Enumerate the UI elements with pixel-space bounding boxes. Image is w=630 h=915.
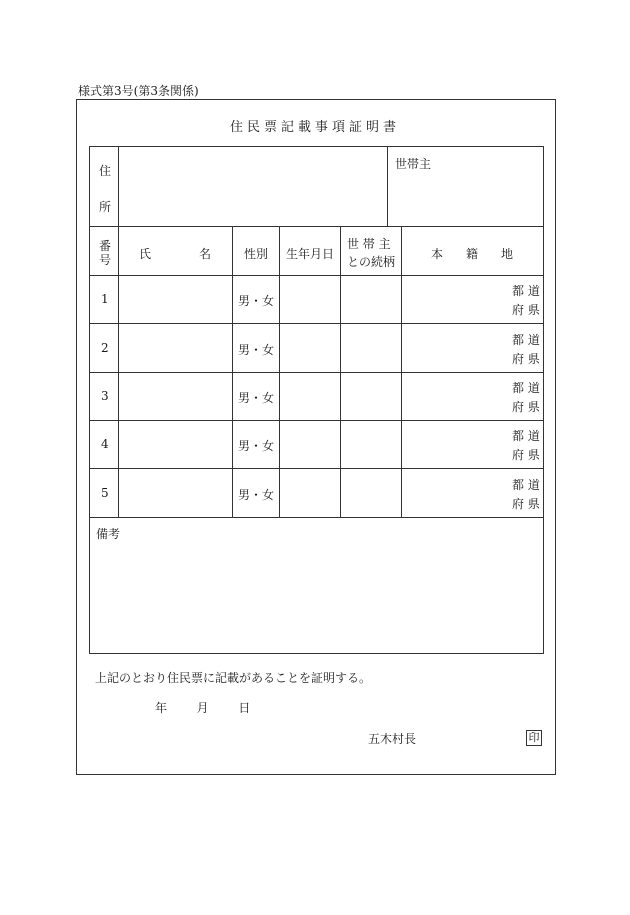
form-number: 様式第3号(第3条関係)	[78, 84, 199, 98]
divider-col-sex	[279, 226, 280, 517]
divider-col-name	[232, 226, 233, 517]
household-head-label: 世帯主	[395, 157, 432, 171]
address-label-bottom: 所	[99, 200, 112, 214]
certification-statement: 上記のとおり住民票に記載があることを証明する。	[95, 671, 372, 685]
divider-row-1	[90, 323, 543, 324]
remarks-label: 備考	[96, 527, 121, 541]
header-birthdate: 生年月日	[286, 247, 335, 261]
divider-address-bottom	[90, 226, 543, 227]
header-domicile-2: 籍	[466, 247, 479, 261]
divider-row-2	[90, 372, 543, 373]
date-month-label: 月	[196, 701, 209, 715]
address-label-top: 住	[99, 164, 112, 178]
row-3-sex: 男・女	[238, 391, 275, 405]
row-4-number: 4	[101, 437, 109, 451]
divider-col-birthdate	[340, 226, 341, 517]
seal-mark: 印	[526, 730, 542, 746]
row-3-number: 3	[101, 389, 109, 403]
divider-household-head	[387, 147, 388, 226]
header-number-top: 番	[99, 239, 112, 253]
divider-row-3	[90, 420, 543, 421]
row-5-pref-top: 都 道	[512, 478, 540, 492]
date-year-label: 年	[155, 701, 168, 715]
divider-row-5	[90, 517, 543, 518]
header-name-left: 氏	[139, 247, 152, 261]
row-2-sex: 男・女	[238, 343, 275, 357]
header-relation-bottom: との続柄	[347, 255, 396, 269]
row-1-pref-bottom: 府 県	[512, 303, 540, 317]
row-5-number: 5	[101, 486, 109, 500]
row-5-pref-bottom: 府 県	[512, 497, 540, 511]
row-4-pref-bottom: 府 県	[512, 448, 540, 462]
divider-col-number	[118, 147, 119, 517]
divider-header-bottom	[90, 275, 543, 276]
row-4-pref-top: 都 道	[512, 429, 540, 443]
row-1-pref-top: 都 道	[512, 284, 540, 298]
row-3-pref-bottom: 府 県	[512, 400, 540, 414]
divider-col-relation	[401, 226, 402, 517]
header-domicile-3: 地	[501, 247, 514, 261]
header-domicile-1: 本	[431, 247, 444, 261]
row-2-pref-top: 都 道	[512, 333, 540, 347]
row-2-number: 2	[101, 341, 109, 355]
header-relation-top: 世 帯 主	[347, 237, 391, 251]
divider-row-4	[90, 468, 543, 469]
row-1-number: 1	[101, 292, 109, 306]
row-2-pref-bottom: 府 県	[512, 352, 540, 366]
document-title: 住民票記載事項証明書	[229, 120, 400, 135]
header-sex: 性別	[244, 247, 269, 261]
row-3-pref-top: 都 道	[512, 381, 540, 395]
date-day-label: 日	[238, 701, 251, 715]
header-number-bottom: 号	[99, 253, 112, 267]
certificate-table	[89, 146, 544, 654]
row-5-sex: 男・女	[238, 488, 275, 502]
row-1-sex: 男・女	[238, 294, 275, 308]
issuer-name: 五木村長	[368, 732, 417, 746]
header-name-right: 名	[199, 247, 212, 261]
issue-date	[155, 699, 250, 716]
row-4-sex: 男・女	[238, 439, 275, 453]
